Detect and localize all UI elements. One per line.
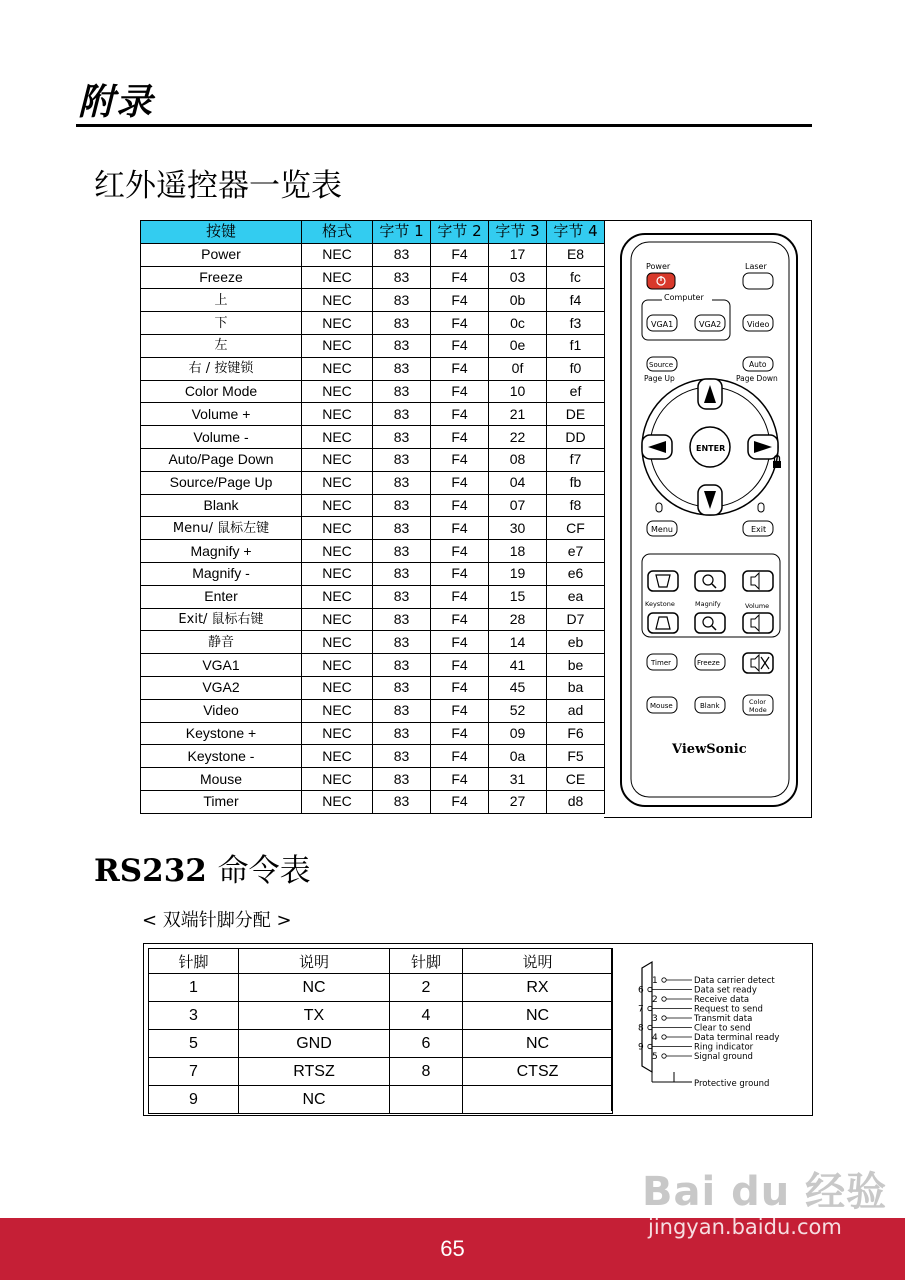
ir-table-row	[141, 676, 605, 699]
pin-description: Receive data	[694, 995, 750, 1005]
ir-value-cell: 83	[373, 540, 431, 563]
rs-table-row	[149, 1002, 613, 1030]
rs-pin-cell: 4	[390, 1002, 463, 1030]
video-label: Video	[747, 320, 770, 329]
pin-dot	[662, 1054, 666, 1058]
ir-value-cell: NEC	[302, 403, 373, 426]
ir-value-cell: NEC	[302, 448, 373, 471]
ir-value-cell: NEC	[302, 562, 373, 585]
ir-value-cell: 83	[373, 585, 431, 608]
ir-header-byte3: 字节 3	[489, 221, 547, 244]
ir-key-cell: Magnify -	[141, 562, 302, 585]
ir-key-cell: Enter	[141, 585, 302, 608]
ir-value-cell: 83	[373, 676, 431, 699]
ir-value-cell: NEC	[302, 585, 373, 608]
ir-key-cell: Power	[141, 243, 302, 266]
ir-key-cell: Volume -	[141, 426, 302, 449]
ir-value-cell: e7	[547, 540, 605, 563]
ir-value-cell: F4	[431, 334, 489, 357]
ir-table-row	[141, 243, 605, 266]
ir-value-cell: 83	[373, 654, 431, 677]
ir-value-cell: 0a	[489, 745, 547, 768]
ir-value-cell: 04	[489, 471, 547, 494]
color-mode-label-1: Color	[749, 698, 766, 706]
rs-table-row	[149, 1030, 613, 1058]
vga2-label: VGA2	[699, 320, 722, 329]
rs-desc-cell: NC	[463, 1030, 613, 1058]
ir-value-cell: NEC	[302, 790, 373, 813]
ir-table-row	[141, 312, 605, 335]
ir-value-cell: F4	[431, 312, 489, 335]
ir-value-cell: F4	[431, 448, 489, 471]
ir-value-cell: 83	[373, 517, 431, 540]
watermark-url: jingyan.baidu.com	[648, 1215, 842, 1239]
ir-key-cell: 左	[141, 334, 302, 357]
ir-key-cell: Video	[141, 699, 302, 722]
keystone-label: Keystone	[645, 600, 675, 608]
ir-value-cell: NEC	[302, 517, 373, 540]
ir-value-cell: F4	[431, 266, 489, 289]
ir-value-cell: 15	[489, 585, 547, 608]
rs-desc-cell: NC	[463, 1002, 613, 1030]
ir-key-cell: 下	[141, 312, 302, 335]
ir-value-cell: F4	[431, 517, 489, 540]
pin-description: Clear to send	[694, 1023, 751, 1034]
rs-pin-cell: 2	[390, 974, 463, 1002]
rs-header-pin1: 针脚	[149, 949, 239, 974]
pin-dot	[662, 1016, 666, 1020]
title-rule	[76, 124, 812, 127]
ir-value-cell: f7	[547, 448, 605, 471]
ir-value-cell: NEC	[302, 631, 373, 654]
rs-header-desc1: 说明	[239, 949, 390, 974]
pin-number: 5	[652, 1052, 658, 1062]
rs-pin-cell: 6	[390, 1030, 463, 1058]
ir-table-row	[141, 540, 605, 563]
ir-value-cell: f8	[547, 494, 605, 517]
rs-desc-cell: RTSZ	[239, 1058, 390, 1086]
ir-value-cell: 83	[373, 790, 431, 813]
ir-value-cell: F4	[431, 699, 489, 722]
ir-table-row	[141, 768, 605, 791]
ir-value-cell: F4	[431, 768, 489, 791]
pin-number: 1	[652, 976, 658, 986]
ir-value-cell: CF	[547, 517, 605, 540]
rs-pin-cell: 5	[149, 1030, 239, 1058]
ir-value-cell: F4	[431, 426, 489, 449]
rs-header-row	[149, 949, 613, 974]
ir-value-cell: e6	[547, 562, 605, 585]
db9-connector-icon	[612, 948, 808, 1110]
appendix-title: 附录	[78, 82, 155, 123]
ir-value-cell: NEC	[302, 380, 373, 403]
ir-value-cell: F4	[431, 654, 489, 677]
rs-desc-cell: NC	[239, 974, 390, 1002]
magnify-label: Magnify	[695, 600, 721, 608]
ir-value-cell: 52	[489, 699, 547, 722]
ir-key-cell: Auto/Page Down	[141, 448, 302, 471]
ir-value-cell: F5	[547, 745, 605, 768]
ir-value-cell: 31	[489, 768, 547, 791]
ir-value-cell: ef	[547, 380, 605, 403]
rs-pin-cell: 1	[149, 974, 239, 1002]
remote-illustration	[604, 220, 812, 818]
rs-desc-cell	[463, 1086, 613, 1114]
ir-value-cell: F4	[431, 243, 489, 266]
remote-computer-label: Computer	[664, 293, 704, 302]
pin-dot	[662, 997, 666, 1001]
pin-number: 2	[652, 995, 658, 1005]
ir-value-cell: F4	[431, 562, 489, 585]
rs232-heading-en: RS232	[94, 853, 207, 889]
remote-power-label: Power	[646, 262, 671, 271]
blank-label: Blank	[700, 702, 720, 710]
ir-table-row	[141, 699, 605, 722]
source-label: Source	[649, 361, 674, 369]
ir-value-cell: NEC	[302, 608, 373, 631]
ir-value-cell: 03	[489, 266, 547, 289]
ir-value-cell: NEC	[302, 357, 373, 380]
brand-logo: ViewSonic	[672, 742, 747, 757]
rs-pin-cell: 8	[390, 1058, 463, 1086]
ir-value-cell: F4	[431, 631, 489, 654]
ir-value-cell: 83	[373, 745, 431, 768]
ir-value-cell: F4	[431, 790, 489, 813]
page-number: 65	[440, 1236, 465, 1261]
ir-value-cell: F4	[431, 471, 489, 494]
ir-header-format: 格式	[302, 221, 373, 244]
ir-key-cell: Menu/ 鼠标左键	[141, 517, 302, 540]
ir-key-cell: VGA2	[141, 676, 302, 699]
ir-value-cell: DD	[547, 426, 605, 449]
ir-value-cell: ad	[547, 699, 605, 722]
ir-table-row	[141, 631, 605, 654]
ir-value-cell: 83	[373, 289, 431, 312]
ir-value-cell: fb	[547, 471, 605, 494]
ir-value-cell: 0c	[489, 312, 547, 335]
ir-key-cell: Magnify +	[141, 540, 302, 563]
ir-value-cell: 83	[373, 312, 431, 335]
ir-value-cell: 27	[489, 790, 547, 813]
pin-description: Data carrier detect	[694, 976, 775, 986]
ir-value-cell: f1	[547, 334, 605, 357]
ir-table-row	[141, 722, 605, 745]
ir-value-cell: 83	[373, 334, 431, 357]
ir-value-cell: f0	[547, 357, 605, 380]
rs232-heading	[94, 845, 311, 890]
ir-value-cell: be	[547, 654, 605, 677]
ir-header-row	[141, 221, 605, 244]
ir-header-key: 按键	[141, 221, 302, 244]
rs-desc-cell: TX	[239, 1002, 390, 1030]
ir-heading: 红外遥控器一览表	[94, 168, 342, 204]
ir-value-cell: NEC	[302, 312, 373, 335]
pin-number: 4	[652, 1033, 658, 1043]
ir-value-cell: NEC	[302, 654, 373, 677]
ir-value-cell: F4	[431, 357, 489, 380]
ir-value-cell: F4	[431, 289, 489, 312]
pin-description: Ring indicator	[694, 1042, 754, 1053]
ir-value-cell: f4	[547, 289, 605, 312]
ir-value-cell: 83	[373, 243, 431, 266]
rs-table-row	[149, 1086, 613, 1114]
ir-value-cell: 0b	[489, 289, 547, 312]
pin-description: Signal ground	[694, 1052, 753, 1062]
ir-header-byte1: 字节 1	[373, 221, 431, 244]
ir-value-cell: 28	[489, 608, 547, 631]
ir-value-cell: CE	[547, 768, 605, 791]
ir-value-cell: NEC	[302, 266, 373, 289]
ir-key-cell: Color Mode	[141, 380, 302, 403]
ir-key-cell: Exit/ 鼠标右键	[141, 608, 302, 631]
ir-table-row	[141, 585, 605, 608]
ir-value-cell: F4	[431, 403, 489, 426]
pin-description: Data set ready	[694, 985, 757, 996]
ir-value-cell: F6	[547, 722, 605, 745]
remote-control-icon	[604, 221, 811, 817]
rs-desc-cell: NC	[239, 1086, 390, 1114]
ir-value-cell: 83	[373, 562, 431, 585]
rs-desc-cell: GND	[239, 1030, 390, 1058]
ir-value-cell: F4	[431, 494, 489, 517]
page-up-label: Page Up	[644, 374, 675, 383]
ir-value-cell: 83	[373, 357, 431, 380]
page-down-label: Page Down	[736, 374, 778, 383]
ir-value-cell: f3	[547, 312, 605, 335]
ir-value-cell: 45	[489, 676, 547, 699]
exit-label: Exit	[751, 525, 767, 534]
pin-dot	[662, 978, 666, 982]
ir-value-cell: 0f	[489, 357, 547, 380]
ir-table-row	[141, 608, 605, 631]
ir-key-cell: Blank	[141, 494, 302, 517]
ir-table-row	[141, 494, 605, 517]
ir-value-cell: NEC	[302, 699, 373, 722]
vga1-label: VGA1	[651, 320, 674, 329]
rs-header-pin2: 针脚	[390, 949, 463, 974]
ir-value-cell: F4	[431, 722, 489, 745]
rs-pin-cell	[390, 1086, 463, 1114]
ir-value-cell: NEC	[302, 745, 373, 768]
ir-value-cell: fc	[547, 266, 605, 289]
ir-table-row	[141, 448, 605, 471]
rs-desc-cell: RX	[463, 974, 613, 1002]
watermark-logo: Bai du 经验	[642, 1169, 888, 1215]
ir-value-cell: NEC	[302, 289, 373, 312]
ir-value-cell: 83	[373, 722, 431, 745]
ir-table-row	[141, 334, 605, 357]
pin-number: 7	[638, 1004, 644, 1015]
auto-label: Auto	[749, 360, 767, 369]
rs232-pin-table	[148, 948, 613, 1114]
rs-pin-cell: 3	[149, 1002, 239, 1030]
ir-value-cell: 83	[373, 494, 431, 517]
rs-table-row	[149, 1058, 613, 1086]
ir-value-cell: 30	[489, 517, 547, 540]
ir-value-cell: ba	[547, 676, 605, 699]
ir-value-cell: 19	[489, 562, 547, 585]
ir-table-row	[141, 790, 605, 813]
laser-button	[743, 273, 773, 289]
ir-key-cell: 右 / 按键锁	[141, 357, 302, 380]
ir-value-cell: d8	[547, 790, 605, 813]
lock-icon	[773, 461, 781, 468]
pin-number: 9	[638, 1042, 644, 1053]
ir-value-cell: 83	[373, 631, 431, 654]
rs232-heading-cn: 命令表	[217, 853, 311, 889]
pin-description: Request to send	[694, 1004, 763, 1015]
ir-value-cell: 83	[373, 699, 431, 722]
ir-value-cell: 83	[373, 266, 431, 289]
ir-value-cell: 0e	[489, 334, 547, 357]
ir-value-cell: F4	[431, 585, 489, 608]
ir-table-row	[141, 654, 605, 677]
keystone-minus-button	[648, 613, 678, 633]
ir-value-cell: F4	[431, 608, 489, 631]
rs-desc-cell: CTSZ	[463, 1058, 613, 1086]
pin-number: 3	[652, 1014, 658, 1024]
ir-value-cell: NEC	[302, 334, 373, 357]
ir-value-cell: eb	[547, 631, 605, 654]
ir-value-cell: 21	[489, 403, 547, 426]
ir-value-cell: 18	[489, 540, 547, 563]
magnify-plus-button	[695, 571, 725, 591]
freeze-label: Freeze	[697, 659, 720, 667]
ir-table-row	[141, 266, 605, 289]
ir-table-row	[141, 357, 605, 380]
pin-number: 8	[638, 1023, 644, 1034]
ir-value-cell: F4	[431, 540, 489, 563]
db9-pin-diagram	[611, 948, 809, 1111]
pin-number: 6	[638, 985, 644, 996]
ir-table-row	[141, 403, 605, 426]
remote-laser-label: Laser	[745, 262, 767, 271]
ir-value-cell: F4	[431, 380, 489, 403]
ir-value-cell: 08	[489, 448, 547, 471]
ir-value-cell: 09	[489, 722, 547, 745]
ir-value-cell: 83	[373, 380, 431, 403]
protective-ground-label: Protective ground	[694, 1079, 770, 1089]
ir-value-cell: 83	[373, 608, 431, 631]
rs-header-desc2: 说明	[463, 949, 613, 974]
ir-table-row	[141, 380, 605, 403]
ir-value-cell: 22	[489, 426, 547, 449]
ir-value-cell: E8	[547, 243, 605, 266]
ir-key-cell: Timer	[141, 790, 302, 813]
ir-code-table	[140, 220, 605, 814]
ir-value-cell: NEC	[302, 243, 373, 266]
timer-label: Timer	[651, 659, 672, 667]
rs-table-row	[149, 974, 613, 1002]
ir-value-cell: DE	[547, 403, 605, 426]
ir-value-cell: 07	[489, 494, 547, 517]
ir-key-cell: VGA1	[141, 654, 302, 677]
ir-value-cell: NEC	[302, 768, 373, 791]
magnify-minus-button	[695, 613, 725, 633]
ir-table-row	[141, 562, 605, 585]
ir-value-cell: ea	[547, 585, 605, 608]
ir-value-cell: 41	[489, 654, 547, 677]
ir-value-cell: 83	[373, 426, 431, 449]
ir-value-cell: 14	[489, 631, 547, 654]
ir-key-cell: 上	[141, 289, 302, 312]
ir-key-cell: Freeze	[141, 266, 302, 289]
rs-pin-cell: 9	[149, 1086, 239, 1114]
ir-value-cell: F4	[431, 745, 489, 768]
ir-value-cell: 17	[489, 243, 547, 266]
ir-key-cell: Keystone +	[141, 722, 302, 745]
ir-table-row	[141, 517, 605, 540]
ir-value-cell: 83	[373, 403, 431, 426]
pin-dot	[662, 1035, 666, 1039]
ir-value-cell: NEC	[302, 494, 373, 517]
rs232-subheading: < 双端针脚分配 >	[142, 910, 292, 931]
ir-value-cell: 83	[373, 471, 431, 494]
ir-value-cell: 83	[373, 768, 431, 791]
ir-key-cell: Mouse	[141, 768, 302, 791]
ir-table-row	[141, 471, 605, 494]
enter-label: ENTER	[696, 444, 726, 453]
ir-value-cell: 83	[373, 448, 431, 471]
ir-value-cell: F4	[431, 676, 489, 699]
ir-header-byte4: 字节 4	[547, 221, 605, 244]
pin-description: Data terminal ready	[694, 1033, 780, 1043]
ir-value-cell: NEC	[302, 722, 373, 745]
ir-key-cell: Keystone -	[141, 745, 302, 768]
volume-label: Volume	[745, 602, 770, 610]
mouse-label: Mouse	[650, 702, 673, 710]
ir-value-cell: NEC	[302, 676, 373, 699]
rs-pin-cell: 7	[149, 1058, 239, 1086]
ir-value-cell: 10	[489, 380, 547, 403]
keystone-plus-button	[648, 571, 678, 591]
ir-value-cell: NEC	[302, 540, 373, 563]
pin-description: Transmit data	[694, 1014, 753, 1024]
ir-value-cell: NEC	[302, 471, 373, 494]
ir-table-row	[141, 426, 605, 449]
ir-value-cell: D7	[547, 608, 605, 631]
menu-label: Menu	[651, 525, 673, 534]
ir-table-row	[141, 289, 605, 312]
color-mode-label-2: Mode	[749, 706, 767, 714]
ir-key-cell: Source/Page Up	[141, 471, 302, 494]
ir-key-cell: 静音	[141, 631, 302, 654]
ir-value-cell: NEC	[302, 426, 373, 449]
ir-key-cell: Volume +	[141, 403, 302, 426]
ir-header-byte2: 字节 2	[431, 221, 489, 244]
ir-table-row	[141, 745, 605, 768]
